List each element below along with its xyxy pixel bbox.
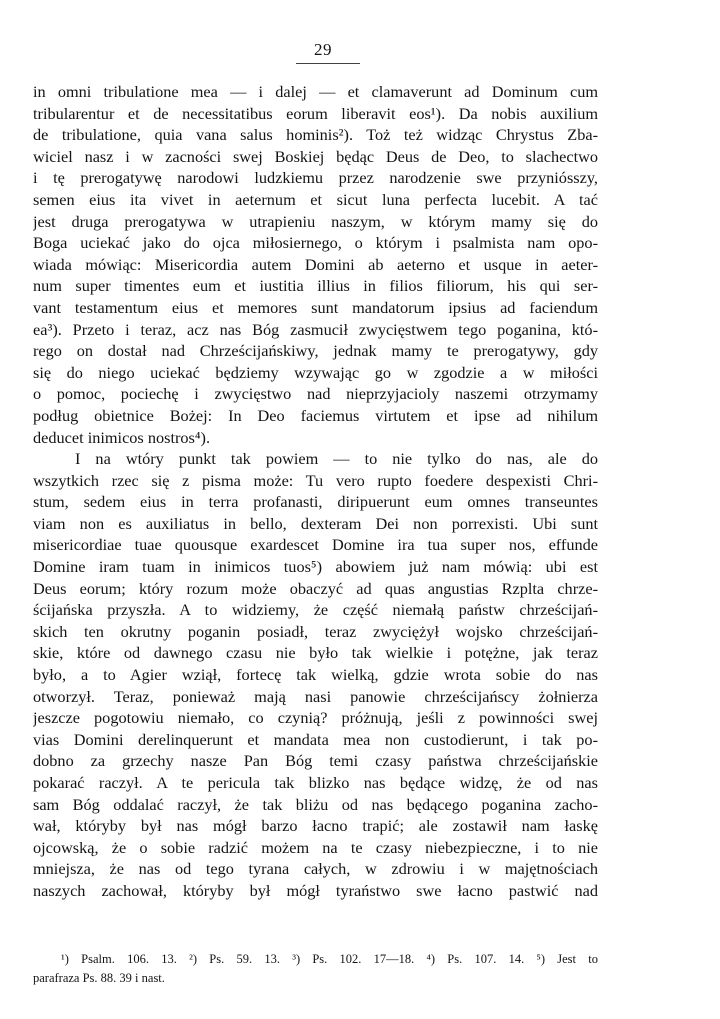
text-line: dobno za grzechy nasze Pan Bóg temi czasy państwa chrześcijańskie [33,751,598,771]
footnotes [33,950,598,988]
text-line: vant testamentum eius et memores sunt mandatorum ipsius ad faciendum [33,297,598,317]
text-line: tribularentur et de necessitatibus eorum liberavit eos¹). Da nobis auxilium [33,103,598,123]
paragraph-first-line: I na wtóry punkt tak powiem — to nie tylko do nas, ale do [75,449,598,469]
text-line: jest druga prerogatywa w utrapieniu naszym, w którym mamy się do [33,211,598,231]
text-line: wał, któryby był nas mógł barzo łacno trapić; ale zostawił nam łaskę [33,816,598,836]
text-line: było, a to Agier wziął, fortecę tak wielką, gdzie wrota sobie do nas [33,665,598,685]
text-line: semen eius ita vivet in aeternum et sicut luna perfecta lucebit. A tać [33,189,598,209]
text-line: naszych zachował, któryby był mógł tyraństwo swe łacno pastwić nad [33,880,598,900]
text-line: podług obietnice Bożej: In Deo faciemus virtutem et ipse ad nihilum [33,405,598,425]
text-line: stum, sedem eius in terra profanasti, diripuerunt eum omnes transeuntes [33,492,598,512]
footnote-line: parafraza Ps. 88. 39 i nast. [33,971,165,985]
text-line: się do niego uciekać będziemy wzywając go w zgodzie a w miłości [33,362,598,382]
text-line: sam Bóg oddalać raczył, że tak bliżu od nas będącego poganina zacho- [33,794,598,814]
text-line: ścijańska przyszła. A to widziemy, że część niemałą państw chrześcijań- [33,600,598,620]
text-line: vias Domini derelinquerunt et mandata mea non custodierunt, i tak po- [33,729,598,749]
text-line: rego on dostał nad Chrześcijańskiwy, jednak mamy te prerogatywy, gdy [33,341,598,361]
page-number-underline [296,63,360,64]
body-text [33,81,598,902]
text-line: otworzył. Teraz, ponieważ mają nasi panowie chrześcijańscy żołnierza [33,686,598,706]
paragraph-end-line: deducet inimicos nostros⁴). [33,427,211,447]
text-line: skie, które od dawnego czasu nie było tak wielkie i potężne, jak teraz [33,643,598,663]
text-line: Domine iram tuam in inimicos tuos⁵) abowiem już nam mówią: ubi est [33,557,598,577]
text-line: Boga uciekać jako do ojca miłosiernego, o którym i psalmista nam opo- [33,233,598,253]
text-line: mniejsza, że nas od tego tyrana całych, w zdrowiu i w majętnościach [33,859,598,879]
text-line: pokarać raczył. A te pericula tak blizko nas będące widzę, że od nas [33,773,598,792]
text-line: wiada mówiąc: Misericordia autem Domini ab aeterno et usque in aeter- [33,254,598,274]
text-line: num super timentes eum et iustitia illius in filios filiorum, his qui ser- [33,276,598,296]
text-line: wiciel nasz i w zacności swej Boskiej będąc Deus de Deo, to slachectwo [33,146,598,166]
text-line: misericordiae tuae quousque exardescet Domine ira tua super nos, effunde [33,535,598,555]
text-line: in omni tribulatione mea — i dalej — et clamaverunt ad Dominum cum [33,82,598,101]
text-line: wszytkich rzec się z pisma może: Tu vero rupto foedere despexisti Chri- [33,470,598,490]
text-line: ea³). Przeto i teraz, acz nas Bóg zasmucił zwycięstwem tego poganina, któ- [33,319,598,339]
text-line: i tę prerogatywę narodowi ludzkiemu przez narodzenie swe przyniósszy, [33,168,598,188]
text-line: ojcowską, że o sobie radzić możem na te czasy niebezpieczne, i to nie [33,837,598,857]
page-number: 29 [314,40,332,59]
text-line: o pomoc, pociechę i zwycięstwo nad nieprzyjacioly naszemi otrzymamy [33,384,598,404]
text-line: jeszcze pogotowiu niemało, co czynią? próżnują, jeśli z powinności swej [33,708,598,728]
footnote-line: ¹) Psalm. 106. 13. ²) Ps. 59. 13. ³) Ps. 102. 17—18. ⁴) Ps. 107. 14. ⁵) Jest to [61,952,598,966]
text-line: viam non es auxiliatus in bello, dexteram Dei non porrexisti. Ubi sunt [33,513,598,533]
text-line: de tribulatione, quia vana salus hominis²). Toż też widząc Chrystus Zba- [33,125,598,145]
text-line: skich ten okrutny poganin posiadł, teraz zwyciężył wojsko chrześcijań- [33,621,598,641]
text-line: Deus eorum; który rozum może obaczyć ad quas angustias Rzplta chrze- [33,578,598,598]
